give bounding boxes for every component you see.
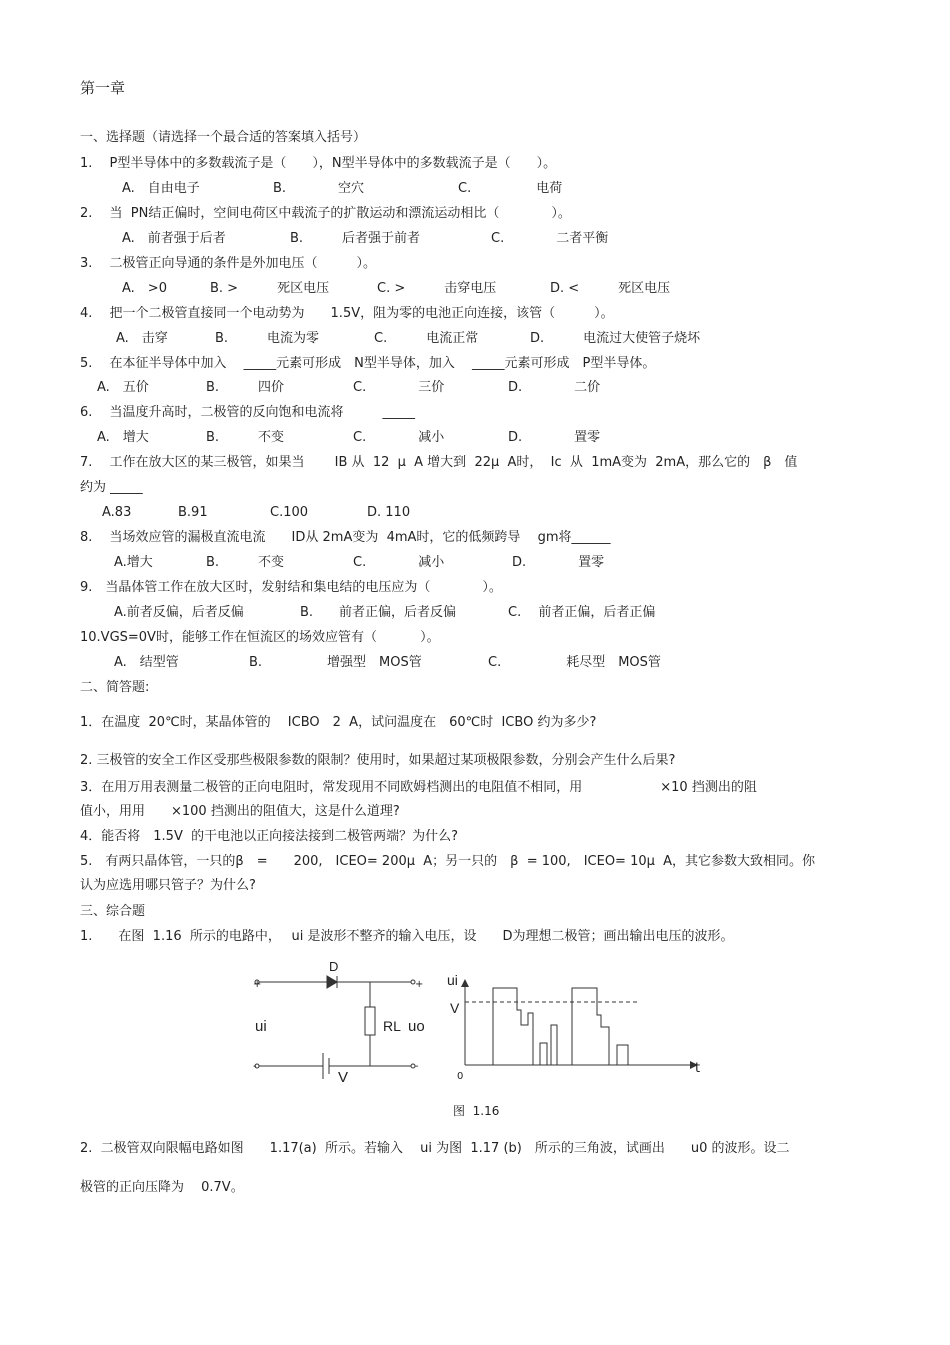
q9-option-c: C. 前者正偏，后者正偏 [508,605,656,620]
q3-stem: 3. 二极管正向导通的条件是外加电压（ ）。 [80,256,377,271]
q2-option-a: A. 前者强于后者 [122,231,226,246]
graph-ui-label: ui [447,972,458,988]
q8-option-b: B. 不变 [206,555,285,570]
q3-option-a: A. >0 [122,281,167,296]
u-axis-arrow [461,979,469,987]
q2-option-c: C. 二者平衡 [491,231,609,246]
waveform-graph [461,979,698,1069]
q6-option-d: D. 置零 [508,430,601,445]
short-answer-4: 4．能否将 1.5V 的干电池以正向接法接到二极管两端？为什么? [80,829,459,844]
graph-t-label: t [695,1061,701,1076]
q5-option-a: A. 五价 [97,380,149,395]
q4-option-d: D. 电流过大使管子烧坏 [530,331,701,346]
q1-stem: 1. P型半导体中的多数载流子是（ ），N型半导体中的多数载流子是（ ）。 [80,156,557,171]
q9-option-b: B. 前者正偏，后者反偏 [300,605,457,620]
q3-option-b: B. > 死区电压 [210,281,330,296]
q2-option-b: B. 后者强于前者 [290,231,421,246]
short-answer-3: 3．在用万用表测量二极管的正向电阻时，常发现用不同欧姆档测出的电阻值不相同，用 ×10 挡测出的阻 [80,780,757,795]
chapter-title: 第一章 [80,79,126,97]
minus-left: - [253,1061,257,1072]
q6-option-a: A. 增大 [97,430,149,445]
input-waveform [493,988,628,1065]
graph-v-label: V [450,1000,460,1016]
q1-option-c: C. 电荷 [458,181,563,196]
q10-stem: 10.VGS=0V时，能够工作在恒流区的场效应管有（ ）。 [80,630,440,645]
figure-caption: 图 1.16 [453,1104,500,1118]
q2-stem: 2. 当 PN结正偏时，空间电荷区中载流子的扩散运动和漂流运动相比（ ）。 [80,206,571,221]
short-answer-1: 1．在温度 20℃时，某晶体管的 ICBO 2 A，试问温度在 60℃时 ICBO 约为多少? [80,715,597,730]
q10-option-a: A. 结型管 [114,655,179,670]
q7-option-a: A.83 [102,505,132,520]
q4-stem: 4. 把一个二极管直接同一个电动势为 1.5V，阻为零的电池正向连接，该管（ ）。 [80,306,614,321]
q1-option-a: A. 自由电子 [122,181,200,196]
q10-option-b: B. 增强型 MOS管 [249,655,422,670]
input-voltage-label: ui [255,1018,267,1035]
battery-label: V [338,1069,349,1085]
comprehensive-2-cont: 极管的正向压降为 0.7V。 [80,1180,244,1195]
comprehensive-1: 1. 在图 1.16 所示的电路中， ui 是波形不整齐的输入电压，设 D为理想二极管；画出输出电压的波形。 [80,929,734,944]
q8-option-c: C. 减小 [353,555,445,570]
q8-stem: 8. 当场效应管的漏极直流电流 ID从 2mA变为 4mA时，它的低频跨导 gm将______ [80,530,611,545]
short-answer-5: 5. 有两只晶体管，一只的β = 200, ICEO= 200μ A；另一只的 β = 100, ICEO= 10μ A，其它参数大致相同。你 [80,854,816,869]
plus-left: + [253,979,262,990]
short-answer-2: 2. 三极管的安全工作区受那些极限参数的限制？使用时，如果超过某项极限参数，分别会产生什么后果? [80,753,676,768]
q8-option-a: A.增大 [114,555,153,570]
q7-stem-cont: 约为 _____ [80,480,143,495]
graph-origin-label: 0 [457,1071,464,1082]
q9-stem: 9. 当晶体管工作在放大区时，发射结和集电结的电压应为（ ）。 [80,580,502,595]
q7-option-c: C.100 [270,505,309,520]
diode-label: D [329,959,339,974]
q3-option-d: D. < 死区电压 [550,281,671,296]
q3-option-c: C. > 击穿电压 [377,281,497,296]
resistor-label: RL [383,1018,401,1034]
q4-option-b: B. 电流为零 [215,331,320,346]
q5-option-b: B. 四价 [206,380,285,395]
q6-option-c: C. 减小 [353,430,445,445]
q9-option-a: A.前者反偏，后者反偏 [114,605,244,620]
q5-option-d: D. 二价 [508,380,601,395]
q7-option-b: B.91 [178,505,208,520]
q7-stem: 7. 工作在放大区的某三极管，如果当 IB 从 12 μ A 增大到 22μ A时， Ic 从 1mA变为 2mA，那么它的 β 值 [80,455,798,470]
comprehensive-2: 2. 二极管双向限幅电路如图 1.17(a) 所示。若输入 ui 为图 1.17 (b) 所示的三角波，试画出 u0 的波形。设二 [80,1141,790,1156]
section-comprehensive-title: 三、综合题 [80,904,146,919]
short-answer-5-cont: 认为应选用哪只管子？为什么? [80,878,256,893]
q5-option-c: C. 三价 [353,380,445,395]
q5-stem: 5. 在本征半导体中加入 _____元素可形成 N型半导体，加入 _____元素可形成 P型半导体。 [80,356,656,371]
plus-right: + [415,979,424,990]
minus-right: - [415,1061,419,1072]
q6-option-b: B. 不变 [206,430,285,445]
q7-option-d: D. 110 [367,505,411,520]
q4-option-c: C. 电流正常 [374,331,479,346]
q6-stem: 6. 当温度升高时，二极管的反向饱和电流将 _____ [80,405,416,420]
q1-option-b: B. 空穴 [273,181,365,196]
diode-symbol [327,976,337,988]
figure-1-16 [245,955,715,1085]
q8-option-d: D. 置零 [512,555,605,570]
section-choice-title: 一、选择题（请选择一个最合适的答案填入括号） [80,130,367,145]
output-voltage-label: uo [408,1018,425,1035]
short-answer-3-cont: 值小，用用 ×100 挡测出的阻值大，这是什么道理? [80,804,400,819]
section-short-answer-title: 二、简答题: [80,680,150,695]
q4-option-a: A. 击穿 [116,331,168,346]
q10-option-c: C. 耗尽型 MOS管 [488,655,661,670]
resistor-symbol [365,1007,375,1035]
